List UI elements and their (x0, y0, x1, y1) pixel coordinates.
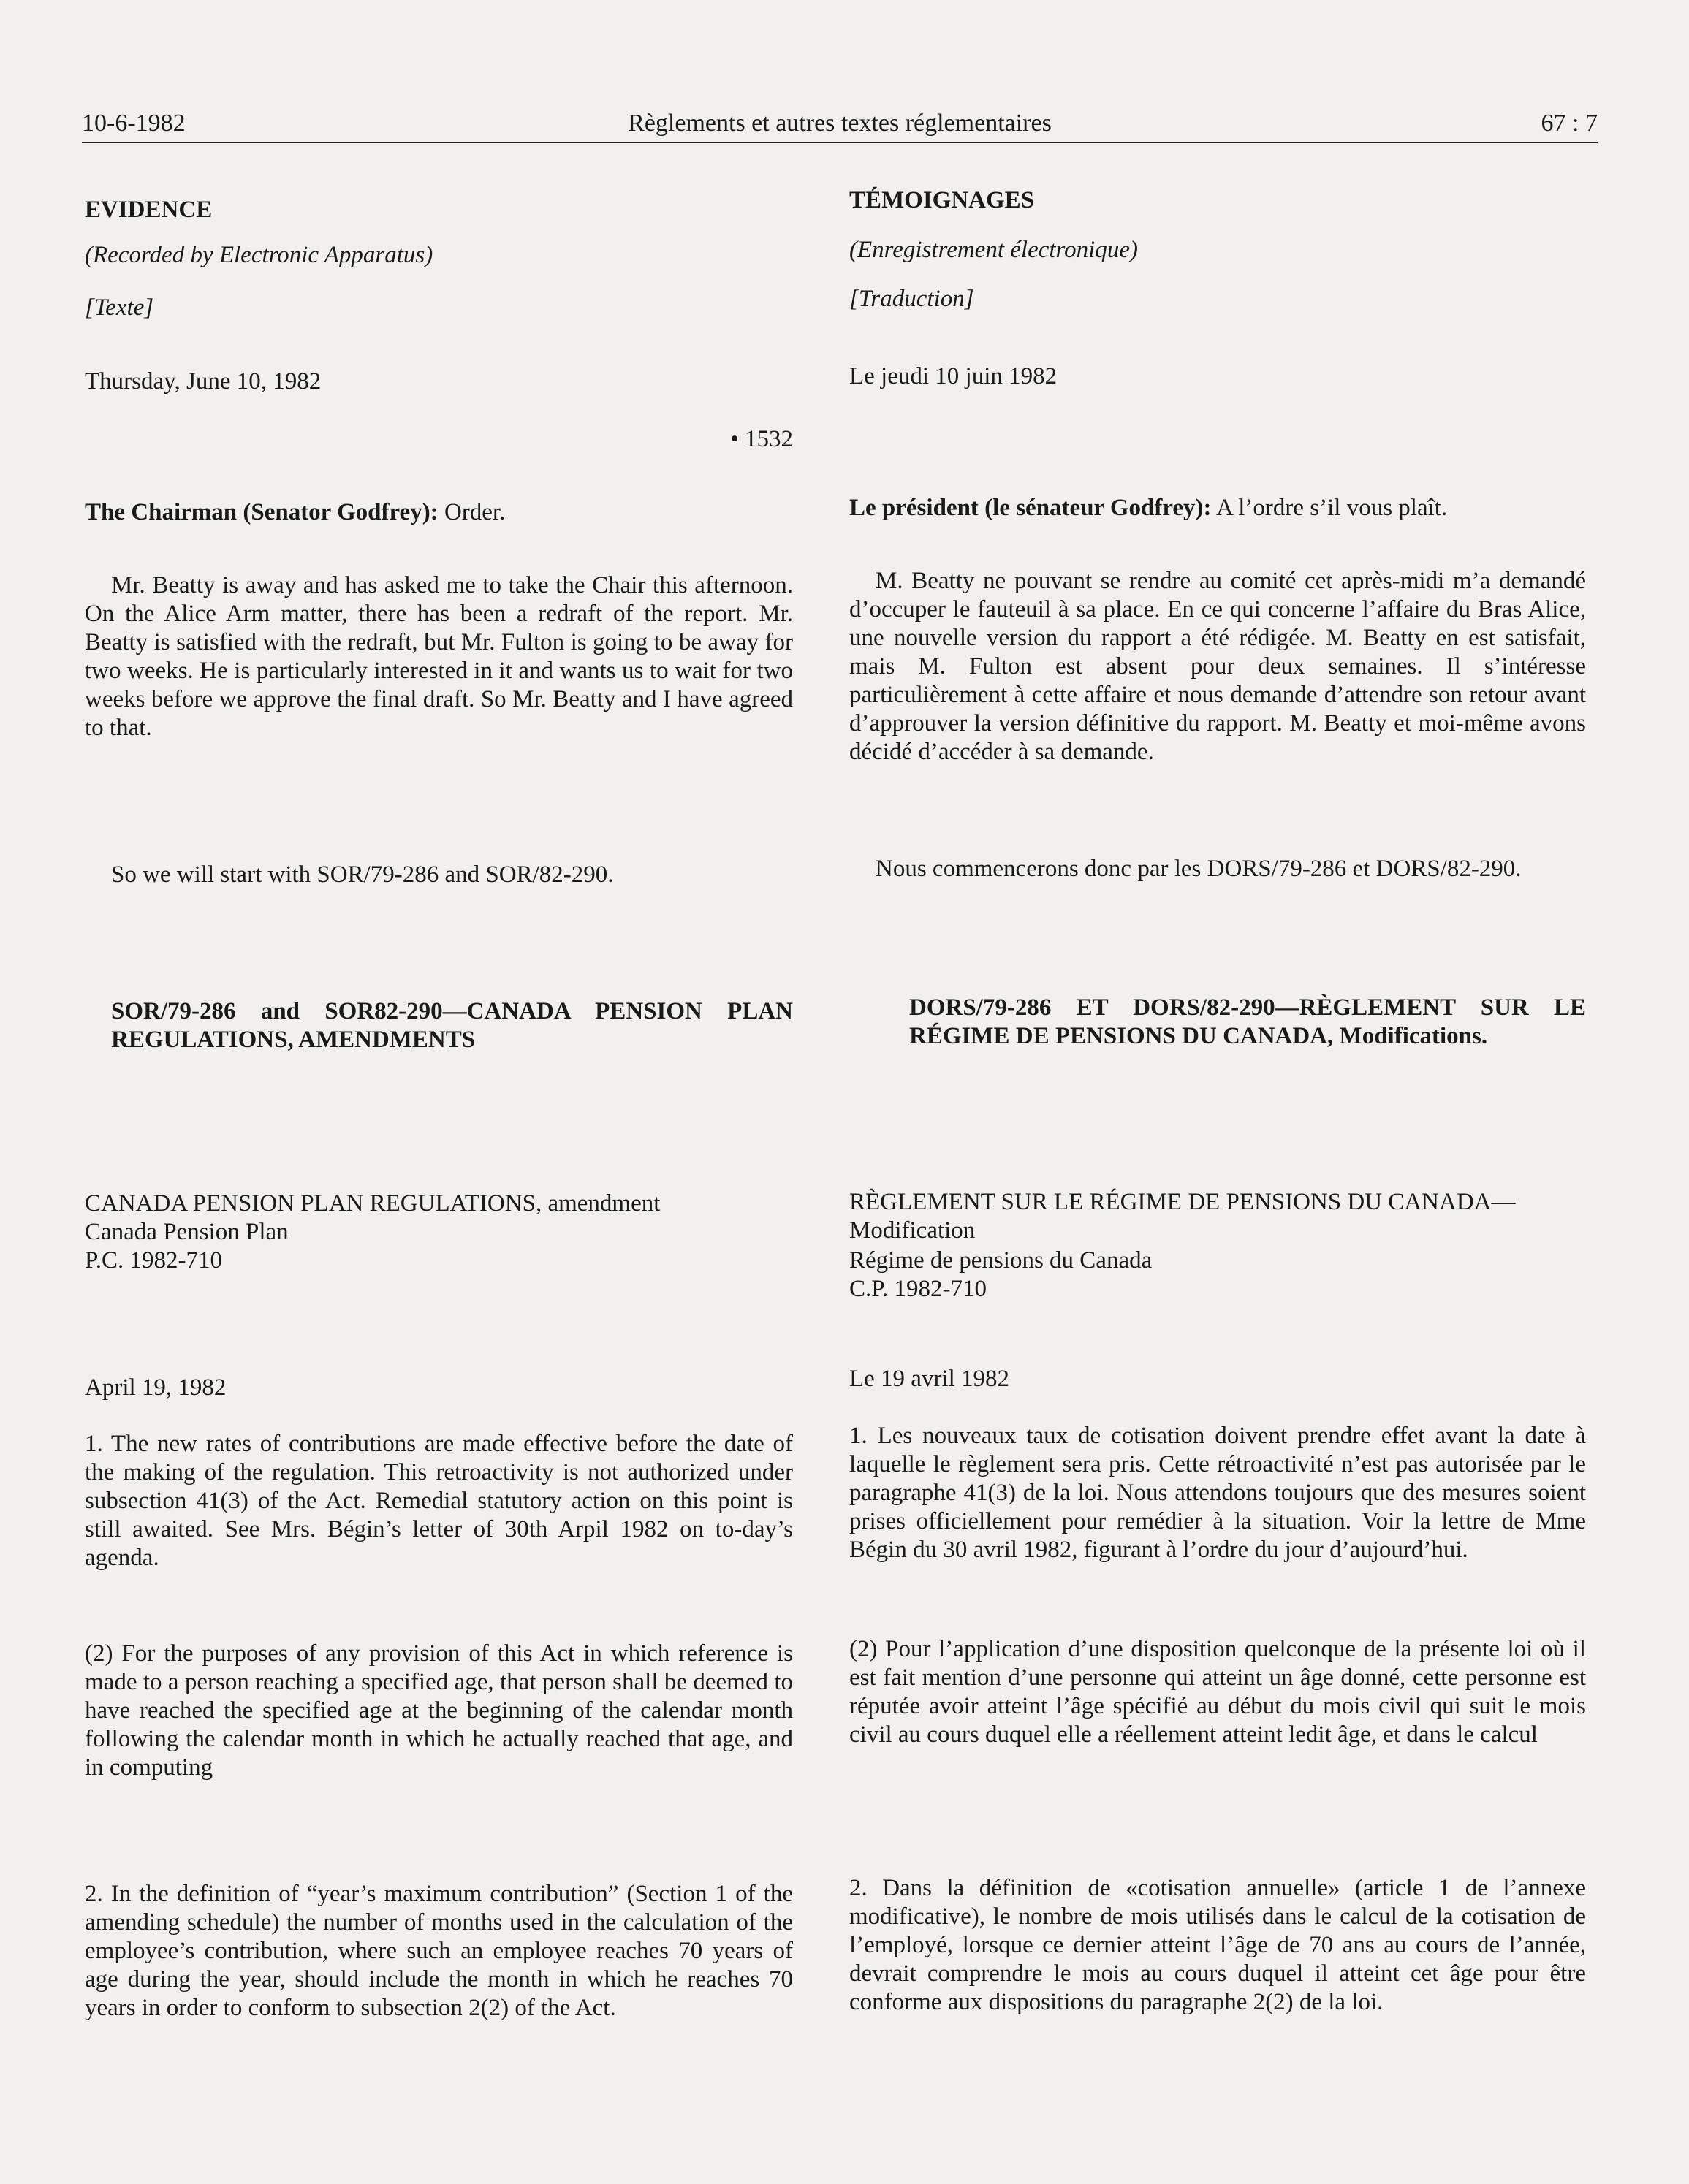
regulation-title: CANADA PENSION PLAN REGULATIONS, amendment (85, 1190, 661, 1217)
header-date: 10-6-1982 (82, 110, 186, 137)
time-marker: • 1532 (730, 426, 793, 452)
header-page-number: 67 : 7 (1541, 110, 1598, 137)
paragraph-1-fr: M. Beatty ne pouvant se rendre au comité cet après-midi m’a demandé d’occuper le fauteuil à sa place. En ce qui concerne l’affaire du Bras Alice, une nouvelle version du rapport a été rédigée. M. Beatty en est satisfait, mais M. Fulton est absent pour deux semaines. Il s’intéresse particulièrement à cette affaire et nous demande d’attendre son retour avant d’approuver la version définitive du rapport. M. Beatty et moi-même avons décidé d’accéder à sa demande. (849, 568, 1586, 765)
chairman-text: Order. (438, 499, 506, 525)
session-date: Thursday, June 10, 1982 (85, 368, 322, 395)
regulation-title-fr: RÈGLEMENT SUR LE RÉGIME DE PENSIONS DU CANADA—Modification (849, 1189, 1516, 1244)
section-heading: SOR/79-286 and SOR82-290—CANADA PENSION PLAN REGULATIONS, AMENDMENTS (111, 998, 793, 1053)
president-line (849, 494, 1586, 522)
paragraph-2: So we will start with SOR/79-286 and SOR/82-290. (111, 861, 614, 888)
texte-tag: [Texte] (85, 294, 154, 321)
regulation-subtitle: Canada Pension Plan (85, 1219, 289, 1245)
recorded-note: (Recorded by Electronic Apparatus) (85, 242, 433, 268)
item-1-quote: (2) For the purposes of any provision of this Act in which reference is made to a person reaching a specified age, that person shall be deemed to have reached the specified age at the beginning of the calendar month following the calendar month in which he actually reached that age, and in computing (85, 1640, 793, 1781)
regulation-subtitle-fr: Régime de pensions du Canada (849, 1247, 1153, 1274)
section-heading-fr: DORS/79-286 ET DORS/82-290—RÈGLEMENT SUR LE RÉGIME DE PENSIONS DU CANADA, Modifications. (909, 994, 1586, 1049)
page-header (82, 110, 1598, 143)
traduction-tag: [Traduction] (849, 286, 974, 312)
header-title: Règlements et autres textes réglementaires (628, 110, 1052, 137)
paragraph-2-fr: Nous commencerons donc par les DORS/79-286 et DORS/82-290. (876, 856, 1522, 882)
recorded-note-fr: (Enregistrement électronique) (849, 237, 1138, 263)
item-1: 1. The new rates of contributions are made effective before the date of the making of the regulation. This retroactivity is not authorized under subsection 41(3) of the Act. Remedial statutory action on this point is still awaited. See Mrs. Bégin’s letter of 30th Arpil 1982 on to-day’s agenda. (85, 1431, 793, 1571)
item-1-fr: 1. Les nouveaux taux de cotisation doivent prendre effet avant la date à laquelle le règlement sera pris. Cette rétroactivité n’est pas autorisée par le paragraphe 41(3) de la loi. Nous attendons toujours que des mesures soient prises officiellement pour remédier à la situation. Voir la lettre de Mme Bégin du 30 avril 1982, figurant à l’ordre du jour d’aujourd’hui. (849, 1423, 1586, 1563)
chairman-speaker: The Chairman (Senator Godfrey): (85, 499, 439, 525)
item-2-fr: 2. Dans la définition de «cotisation annuelle» (article 1 de l’annexe modificative), le nombre de mois utilisés dans le calcul de la cotisation de l’employé, lorsque ce dernier atteint l’âge de 70 ans au cours de l’année, devrait comprendre le mois au cours duquel il atteint cet âge pour être conforme aux dispositions du paragraphe 2(2) de la loi. (849, 1875, 1586, 2015)
chairman-line (85, 498, 793, 527)
president-speaker: Le président (le sénateur Godfrey): (849, 495, 1212, 521)
regulation-date: April 19, 1982 (85, 1374, 227, 1401)
item-2: 2. In the definition of “year’s maximum contribution” (Section 1 of the amending schedule) the number of months used in the calculation of the employee’s contribution, where such an employee reaches 70 years of age during the year, should include the month in which he reaches 70 years in order to conform to subsection 2(2) of the Act. (85, 1881, 793, 2021)
regulation-date-fr: Le 19 avril 1982 (849, 1366, 1010, 1392)
item-1-quote-fr: (2) Pour l’application d’une disposition quelconque de la présente loi où il est fait mention d’une personne qui atteint un âge donné, cette personne est réputée avoir atteint l’âge spécifié au début du mois civil qui suit le mois civil au cours duquel elle a réellement atteint ledit âge, et dans le calcul (849, 1636, 1586, 1748)
temoignages-heading: TÉMOIGNAGES (849, 187, 1035, 213)
paragraph-1: Mr. Beatty is away and has asked me to take the Chair this afternoon. On the Alice Arm matter, there has been a redraft of the report. Mr. Beatty is satisfied with the redraft, but Mr. Fulton is going to be away for two weeks. He is particularly interested in it and wants us to wait for two weeks before we approve the final draft. So Mr. Beatty and I have agreed to that. (85, 572, 793, 741)
evidence-heading: EVIDENCE (85, 197, 213, 223)
regulation-pc: P.C. 1982-710 (85, 1247, 222, 1274)
regulation-pc-fr: C.P. 1982-710 (849, 1276, 987, 1302)
president-text: A l’ordre s’il vous plaît. (1211, 495, 1448, 521)
session-date-fr: Le jeudi 10 juin 1982 (849, 363, 1058, 389)
